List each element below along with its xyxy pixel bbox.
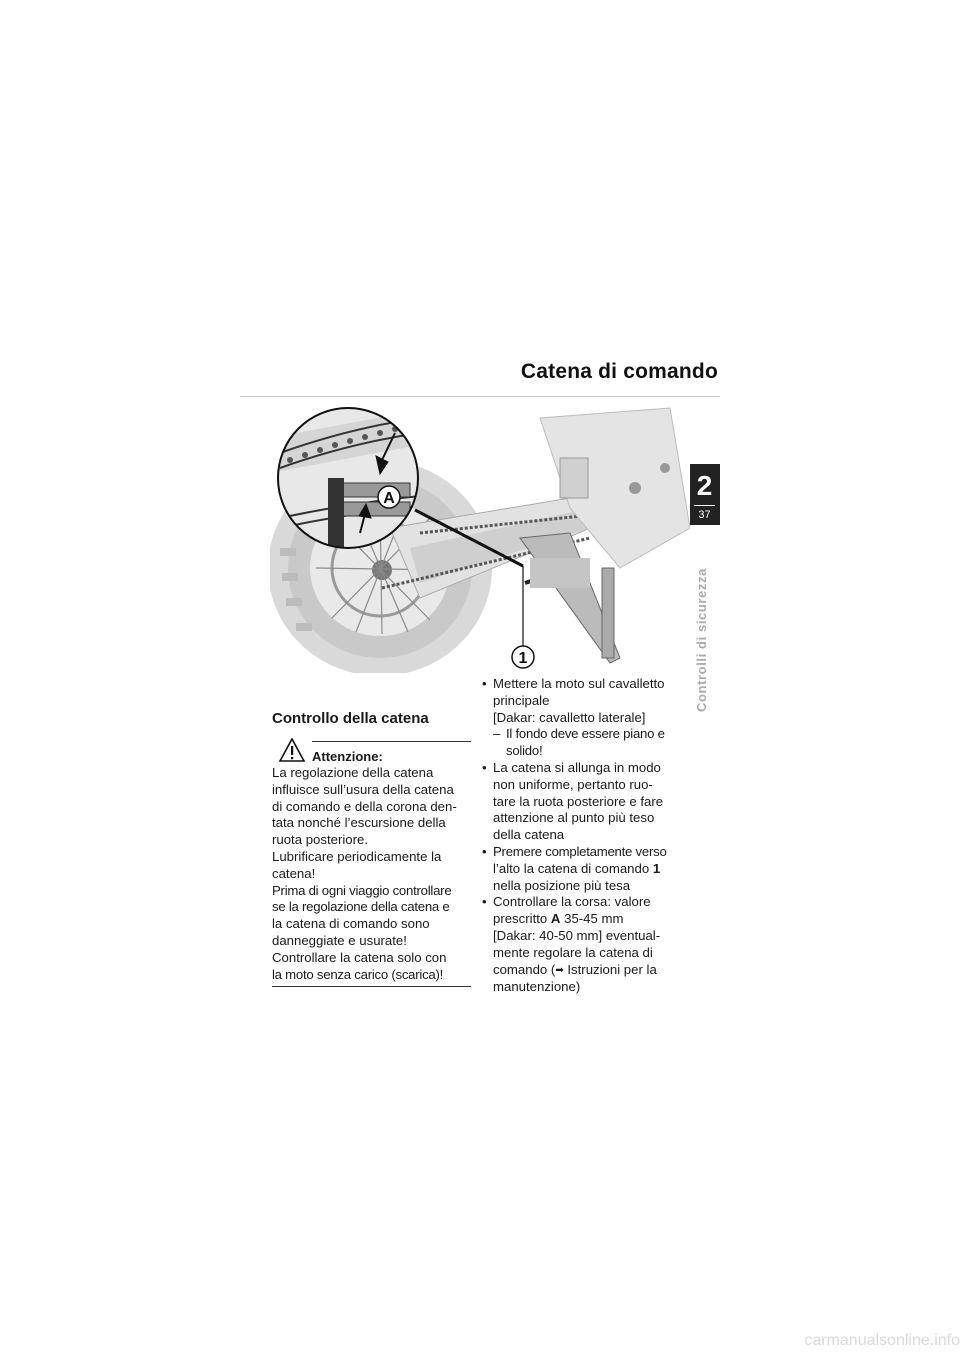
list-line: [Dakar: 40-50 mm] eventual- <box>493 927 661 943</box>
list-line: • Premere completamente verso <box>493 843 667 859</box>
warning-line: tata nonché l’escursione della <box>272 815 446 831</box>
list-text: prescritto <box>493 911 548 927</box>
list-item <box>480 844 680 894</box>
svg-text:A: A <box>383 490 395 507</box>
warning-box <box>272 741 471 987</box>
warning-line: se la regolazione della catena e <box>272 899 450 915</box>
list-text: Istruzioni per la <box>567 961 657 977</box>
chain-reference: 1 <box>652 860 661 876</box>
left-column <box>272 709 471 987</box>
svg-text:1: 1 <box>518 650 528 667</box>
list-line: • La catena si allunga in modo <box>493 759 661 775</box>
list-line <box>493 962 680 980</box>
list-line <box>493 911 680 928</box>
warning-line: catena! <box>272 865 316 881</box>
section-label: Controlli di sicurezza <box>694 568 709 712</box>
measurement-reference: A <box>550 911 561 927</box>
chapter-divider <box>694 505 715 506</box>
list-line: manutenzione) <box>493 979 581 995</box>
instruction-list <box>480 676 680 996</box>
list-line: attenzione al punto più teso <box>493 810 655 826</box>
warning-line: influisce sull’usura della catena <box>272 781 454 797</box>
title-divider <box>240 396 720 397</box>
list-line: [Dakar: cavalletto laterale] <box>493 709 646 725</box>
watermark: carmanualsonline.info <box>804 1332 960 1349</box>
warning-line: Prima di ogni viaggio controllare <box>272 882 452 898</box>
chain-illustration <box>270 398 690 673</box>
list-item <box>480 894 680 996</box>
callout-1 <box>512 646 534 668</box>
warning-line: danneggiate e usurate! <box>272 932 407 948</box>
list-line: principale <box>493 692 550 708</box>
warning-line: La regolazione della catena <box>272 765 434 780</box>
warning-label: Attenzione: <box>312 749 383 764</box>
chapter-number: 2 <box>696 470 713 501</box>
list-line: tare la ruota posteriore e fare <box>493 793 664 809</box>
list-line: nella posizione più tesa <box>493 877 631 893</box>
list-item <box>480 760 680 844</box>
sub-item <box>493 726 680 760</box>
warning-text <box>272 765 471 983</box>
warning-line: di comando e della corona den- <box>272 798 457 814</box>
list-line: solido! <box>506 743 543 759</box>
list-line: mente regolare la catena di <box>493 944 653 960</box>
list-line: – Il fondo deve essere piano e <box>506 726 665 742</box>
list-line: • Mettere la moto sul cavalletto <box>493 676 665 691</box>
warning-line: la moto senza carico (scarica)! <box>272 966 444 982</box>
list-text: comando ( <box>493 961 556 977</box>
list-line: • Controllare la corsa: valore <box>493 894 651 910</box>
chapter-tab <box>689 464 720 525</box>
list-line: della catena <box>493 827 565 843</box>
reference-arrow-icon: ➡ <box>555 964 564 976</box>
section-title: Controllo della catena <box>272 710 429 727</box>
list-line <box>493 861 680 878</box>
warning-line: la catena di comando sono <box>272 916 430 932</box>
warning-line: ruota posteriore. <box>272 832 369 848</box>
list-text: l’alto la catena di comando <box>493 860 650 876</box>
right-column <box>480 676 680 996</box>
warning-top-rule <box>312 741 471 742</box>
list-item <box>480 676 680 760</box>
warning-header <box>272 741 471 765</box>
warning-icon <box>279 738 305 762</box>
warning-line: Lubrificare periodicamente la <box>272 848 442 864</box>
page-number: 37 <box>698 509 711 521</box>
callout-a <box>378 486 400 508</box>
page-title: Catena di comando <box>520 360 718 383</box>
warning-line: Controllare la catena solo con <box>272 949 447 965</box>
list-text: 35-45 mm <box>564 911 624 927</box>
list-line: non uniforme, pertanto ruo- <box>493 776 653 792</box>
